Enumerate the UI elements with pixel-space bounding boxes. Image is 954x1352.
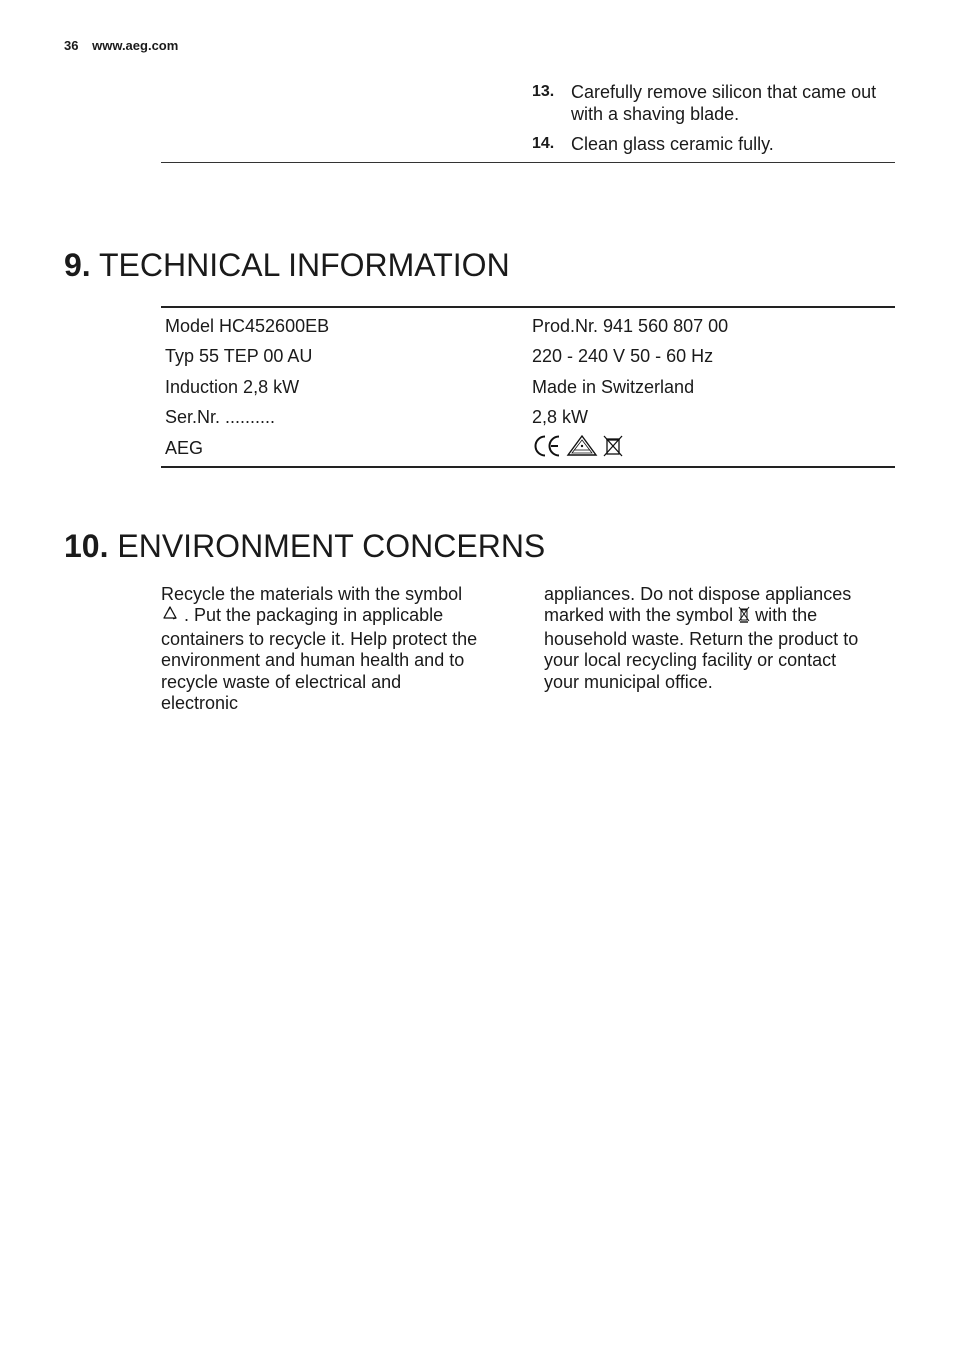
crossed-bin-icon [738,606,750,628]
divider [161,162,895,163]
list-item [532,81,882,125]
environment-text-right: appliances. Do not dispose appliances marked with the symbol with the household waste. Return the product to your local recycling facility or contact your municipal office. [544,584,859,692]
table-row: Induction 2,8 kW Made in Switzerland [165,376,695,397]
page-number: 36 [64,38,79,53]
ce-mark-icon [532,434,562,463]
section-heading-technical: 9. TECHNICAL INFORMATION [64,247,510,283]
steps-list [532,81,882,163]
technical-table [161,306,895,468]
page-header [64,38,178,53]
step-text: Carefully remove silicon that came out with a shaving blade. [571,82,877,124]
table-row: Model HC452600EB Prod.Nr. 941 560 807 00 [165,315,729,336]
step-number: 14. [532,135,555,152]
table-row: AEG [161,433,895,464]
environment-text-left: Recycle the materials with the symbol . Put the packaging in applicable containers to recycle it. Help protect the environment and human health and to recycle waste of electrical and electronic [161,584,478,714]
step-number: 13. [532,83,555,100]
section-heading-environment: 10. ENVIRONMENT CONCERNS [64,528,546,564]
list-item [532,133,882,155]
crossed-bin-icon [602,434,624,463]
table-row: Ser.Nr. .......... 2,8 kW [165,407,589,428]
recycle-icon [161,605,179,628]
step-text: Clean glass ceramic fully. [571,134,774,154]
certification-symbols [532,434,895,463]
website-link[interactable]: www.aeg.com [92,38,179,53]
vde-mark-icon [566,434,598,463]
table-row: Typ 55 TEP 00 AU 220 - 240 V 50 - 60 Hz [165,346,714,367]
